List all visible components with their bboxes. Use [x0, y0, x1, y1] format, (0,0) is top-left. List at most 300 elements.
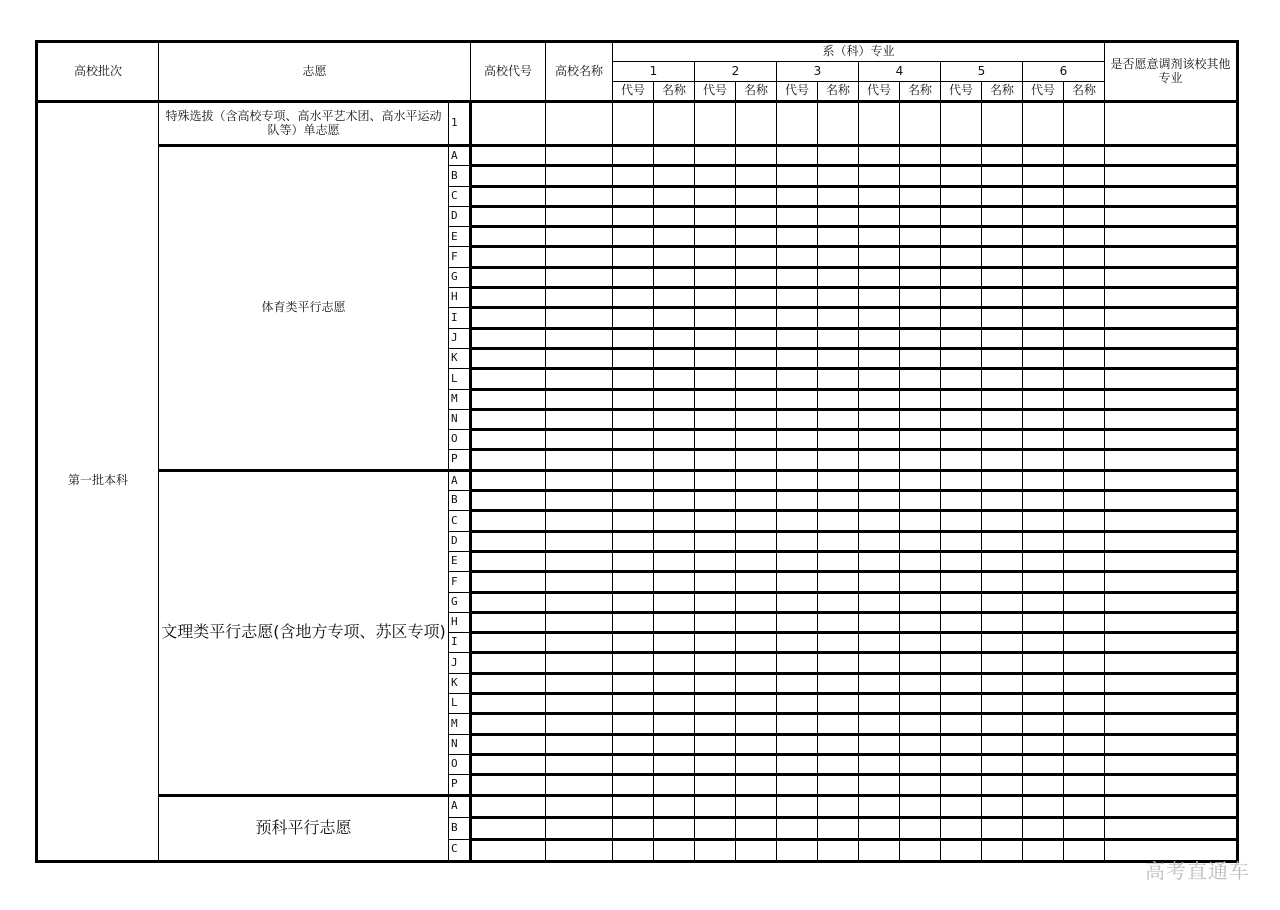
major-code-cell[interactable]	[1023, 430, 1064, 450]
major-code-cell[interactable]	[777, 430, 818, 450]
major-name-cell[interactable]	[654, 430, 695, 450]
major-code-cell[interactable]	[777, 592, 818, 612]
major-name-cell[interactable]	[654, 186, 695, 206]
major-code-cell[interactable]	[777, 754, 818, 774]
major-name-cell[interactable]	[982, 817, 1023, 839]
major-code-cell[interactable]	[941, 102, 982, 146]
major-name-cell[interactable]	[982, 592, 1023, 612]
major-name-cell[interactable]	[982, 673, 1023, 693]
major-name-cell[interactable]	[818, 348, 859, 368]
major-name-cell[interactable]	[818, 612, 859, 632]
major-name-cell[interactable]	[818, 673, 859, 693]
school-name-cell[interactable]	[546, 288, 613, 308]
major-code-cell[interactable]	[777, 102, 818, 146]
major-name-cell[interactable]	[1064, 409, 1105, 429]
school-code-cell[interactable]	[471, 775, 546, 795]
major-name-cell[interactable]	[736, 146, 777, 166]
adjust-cell[interactable]	[1105, 369, 1238, 389]
major-code-cell[interactable]	[695, 470, 736, 490]
adjust-cell[interactable]	[1105, 633, 1238, 653]
major-code-cell[interactable]	[941, 839, 982, 861]
major-code-cell[interactable]	[695, 592, 736, 612]
school-name-cell[interactable]	[546, 714, 613, 734]
major-name-cell[interactable]	[736, 531, 777, 551]
major-code-cell[interactable]	[613, 673, 654, 693]
major-code-cell[interactable]	[859, 592, 900, 612]
adjust-cell[interactable]	[1105, 102, 1238, 146]
major-code-cell[interactable]	[859, 511, 900, 531]
major-code-cell[interactable]	[941, 754, 982, 774]
school-code-cell[interactable]	[471, 612, 546, 632]
major-name-cell[interactable]	[818, 633, 859, 653]
major-name-cell[interactable]	[736, 186, 777, 206]
school-code-cell[interactable]	[471, 653, 546, 673]
major-code-cell[interactable]	[859, 409, 900, 429]
major-code-cell[interactable]	[1023, 673, 1064, 693]
major-code-cell[interactable]	[695, 795, 736, 817]
major-code-cell[interactable]	[695, 206, 736, 226]
major-name-cell[interactable]	[736, 817, 777, 839]
adjust-cell[interactable]	[1105, 389, 1238, 409]
major-code-cell[interactable]	[777, 166, 818, 186]
major-code-cell[interactable]	[859, 348, 900, 368]
major-name-cell[interactable]	[982, 491, 1023, 511]
major-code-cell[interactable]	[941, 328, 982, 348]
major-name-cell[interactable]	[654, 166, 695, 186]
adjust-cell[interactable]	[1105, 227, 1238, 247]
major-code-cell[interactable]	[613, 206, 654, 226]
adjust-cell[interactable]	[1105, 694, 1238, 714]
adjust-cell[interactable]	[1105, 817, 1238, 839]
major-code-cell[interactable]	[695, 633, 736, 653]
major-code-cell[interactable]	[777, 227, 818, 247]
major-name-cell[interactable]	[982, 653, 1023, 673]
major-name-cell[interactable]	[654, 369, 695, 389]
major-code-cell[interactable]	[613, 531, 654, 551]
major-name-cell[interactable]	[654, 308, 695, 328]
adjust-cell[interactable]	[1105, 206, 1238, 226]
school-name-cell[interactable]	[546, 754, 613, 774]
major-code-cell[interactable]	[613, 754, 654, 774]
school-code-cell[interactable]	[471, 146, 546, 166]
major-name-cell[interactable]	[982, 430, 1023, 450]
school-name-cell[interactable]	[546, 775, 613, 795]
major-name-cell[interactable]	[982, 754, 1023, 774]
major-code-cell[interactable]	[777, 470, 818, 490]
major-name-cell[interactable]	[982, 102, 1023, 146]
major-code-cell[interactable]	[695, 102, 736, 146]
major-code-cell[interactable]	[859, 430, 900, 450]
major-code-cell[interactable]	[859, 328, 900, 348]
major-name-cell[interactable]	[654, 673, 695, 693]
major-code-cell[interactable]	[777, 389, 818, 409]
major-code-cell[interactable]	[941, 227, 982, 247]
major-code-cell[interactable]	[1023, 694, 1064, 714]
school-code-cell[interactable]	[471, 227, 546, 247]
major-code-cell[interactable]	[1023, 146, 1064, 166]
major-name-cell[interactable]	[982, 267, 1023, 287]
major-name-cell[interactable]	[654, 146, 695, 166]
major-code-cell[interactable]	[1023, 714, 1064, 734]
major-code-cell[interactable]	[941, 531, 982, 551]
major-code-cell[interactable]	[777, 551, 818, 571]
major-code-cell[interactable]	[941, 288, 982, 308]
adjust-cell[interactable]	[1105, 511, 1238, 531]
major-code-cell[interactable]	[859, 450, 900, 470]
major-name-cell[interactable]	[736, 166, 777, 186]
major-code-cell[interactable]	[859, 247, 900, 267]
major-code-cell[interactable]	[1023, 612, 1064, 632]
major-name-cell[interactable]	[818, 288, 859, 308]
major-name-cell[interactable]	[982, 206, 1023, 226]
major-name-cell[interactable]	[654, 817, 695, 839]
major-name-cell[interactable]	[900, 572, 941, 592]
major-code-cell[interactable]	[941, 450, 982, 470]
major-code-cell[interactable]	[859, 308, 900, 328]
major-code-cell[interactable]	[859, 694, 900, 714]
major-name-cell[interactable]	[900, 389, 941, 409]
major-code-cell[interactable]	[695, 491, 736, 511]
school-name-cell[interactable]	[546, 511, 613, 531]
major-name-cell[interactable]	[1064, 247, 1105, 267]
major-name-cell[interactable]	[654, 491, 695, 511]
major-name-cell[interactable]	[736, 754, 777, 774]
major-name-cell[interactable]	[736, 288, 777, 308]
major-name-cell[interactable]	[1064, 551, 1105, 571]
major-name-cell[interactable]	[900, 673, 941, 693]
major-code-cell[interactable]	[1023, 450, 1064, 470]
major-name-cell[interactable]	[900, 186, 941, 206]
major-code-cell[interactable]	[777, 694, 818, 714]
major-name-cell[interactable]	[982, 369, 1023, 389]
adjust-cell[interactable]	[1105, 288, 1238, 308]
school-name-cell[interactable]	[546, 673, 613, 693]
adjust-cell[interactable]	[1105, 531, 1238, 551]
major-code-cell[interactable]	[777, 612, 818, 632]
major-name-cell[interactable]	[900, 839, 941, 861]
major-name-cell[interactable]	[900, 348, 941, 368]
major-name-cell[interactable]	[654, 389, 695, 409]
adjust-cell[interactable]	[1105, 308, 1238, 328]
major-code-cell[interactable]	[941, 795, 982, 817]
school-name-cell[interactable]	[546, 430, 613, 450]
school-code-cell[interactable]	[471, 328, 546, 348]
major-name-cell[interactable]	[982, 572, 1023, 592]
major-code-cell[interactable]	[695, 288, 736, 308]
major-code-cell[interactable]	[859, 673, 900, 693]
school-name-cell[interactable]	[546, 551, 613, 571]
major-name-cell[interactable]	[736, 572, 777, 592]
major-name-cell[interactable]	[736, 369, 777, 389]
adjust-cell[interactable]	[1105, 572, 1238, 592]
school-name-cell[interactable]	[546, 146, 613, 166]
major-name-cell[interactable]	[654, 247, 695, 267]
major-name-cell[interactable]	[900, 775, 941, 795]
major-code-cell[interactable]	[859, 612, 900, 632]
major-name-cell[interactable]	[736, 511, 777, 531]
major-code-cell[interactable]	[859, 491, 900, 511]
major-name-cell[interactable]	[1064, 817, 1105, 839]
major-code-cell[interactable]	[777, 267, 818, 287]
school-name-cell[interactable]	[546, 470, 613, 490]
school-code-cell[interactable]	[471, 267, 546, 287]
school-code-cell[interactable]	[471, 430, 546, 450]
major-name-cell[interactable]	[982, 146, 1023, 166]
major-code-cell[interactable]	[1023, 470, 1064, 490]
school-name-cell[interactable]	[546, 795, 613, 817]
major-code-cell[interactable]	[695, 572, 736, 592]
major-code-cell[interactable]	[859, 389, 900, 409]
major-name-cell[interactable]	[736, 694, 777, 714]
major-name-cell[interactable]	[818, 450, 859, 470]
major-code-cell[interactable]	[1023, 734, 1064, 754]
major-name-cell[interactable]	[900, 531, 941, 551]
major-name-cell[interactable]	[1064, 511, 1105, 531]
major-name-cell[interactable]	[900, 328, 941, 348]
major-code-cell[interactable]	[695, 186, 736, 206]
adjust-cell[interactable]	[1105, 348, 1238, 368]
school-code-cell[interactable]	[471, 308, 546, 328]
major-name-cell[interactable]	[818, 531, 859, 551]
major-code-cell[interactable]	[613, 612, 654, 632]
school-name-cell[interactable]	[546, 612, 613, 632]
major-code-cell[interactable]	[695, 450, 736, 470]
major-name-cell[interactable]	[982, 166, 1023, 186]
major-name-cell[interactable]	[818, 653, 859, 673]
major-name-cell[interactable]	[900, 694, 941, 714]
major-name-cell[interactable]	[900, 369, 941, 389]
major-code-cell[interactable]	[1023, 775, 1064, 795]
school-code-cell[interactable]	[471, 389, 546, 409]
major-code-cell[interactable]	[695, 511, 736, 531]
school-name-cell[interactable]	[546, 247, 613, 267]
major-name-cell[interactable]	[1064, 308, 1105, 328]
major-code-cell[interactable]	[613, 308, 654, 328]
major-name-cell[interactable]	[900, 511, 941, 531]
major-name-cell[interactable]	[736, 102, 777, 146]
major-name-cell[interactable]	[982, 795, 1023, 817]
major-name-cell[interactable]	[982, 531, 1023, 551]
major-code-cell[interactable]	[859, 227, 900, 247]
school-name-cell[interactable]	[546, 653, 613, 673]
major-name-cell[interactable]	[736, 227, 777, 247]
adjust-cell[interactable]	[1105, 491, 1238, 511]
school-code-cell[interactable]	[471, 754, 546, 774]
major-code-cell[interactable]	[777, 714, 818, 734]
major-name-cell[interactable]	[654, 551, 695, 571]
major-code-cell[interactable]	[1023, 839, 1064, 861]
major-code-cell[interactable]	[777, 186, 818, 206]
major-code-cell[interactable]	[941, 146, 982, 166]
school-name-cell[interactable]	[546, 592, 613, 612]
major-name-cell[interactable]	[818, 389, 859, 409]
major-name-cell[interactable]	[654, 267, 695, 287]
school-code-cell[interactable]	[471, 247, 546, 267]
major-code-cell[interactable]	[613, 491, 654, 511]
major-name-cell[interactable]	[736, 592, 777, 612]
major-name-cell[interactable]	[736, 308, 777, 328]
school-name-cell[interactable]	[546, 186, 613, 206]
major-code-cell[interactable]	[941, 389, 982, 409]
major-name-cell[interactable]	[654, 348, 695, 368]
major-name-cell[interactable]	[1064, 694, 1105, 714]
major-name-cell[interactable]	[1064, 612, 1105, 632]
major-name-cell[interactable]	[1064, 470, 1105, 490]
major-name-cell[interactable]	[982, 227, 1023, 247]
major-name-cell[interactable]	[1064, 839, 1105, 861]
major-name-cell[interactable]	[1064, 328, 1105, 348]
school-name-cell[interactable]	[546, 166, 613, 186]
major-code-cell[interactable]	[777, 511, 818, 531]
major-code-cell[interactable]	[859, 288, 900, 308]
major-code-cell[interactable]	[1023, 551, 1064, 571]
major-code-cell[interactable]	[859, 551, 900, 571]
major-code-cell[interactable]	[613, 817, 654, 839]
adjust-cell[interactable]	[1105, 754, 1238, 774]
major-name-cell[interactable]	[982, 839, 1023, 861]
major-name-cell[interactable]	[736, 206, 777, 226]
school-code-cell[interactable]	[471, 450, 546, 470]
major-code-cell[interactable]	[859, 166, 900, 186]
major-name-cell[interactable]	[654, 328, 695, 348]
major-code-cell[interactable]	[941, 186, 982, 206]
major-name-cell[interactable]	[818, 369, 859, 389]
major-code-cell[interactable]	[777, 775, 818, 795]
school-code-cell[interactable]	[471, 551, 546, 571]
major-name-cell[interactable]	[818, 328, 859, 348]
major-code-cell[interactable]	[859, 653, 900, 673]
adjust-cell[interactable]	[1105, 592, 1238, 612]
adjust-cell[interactable]	[1105, 146, 1238, 166]
major-code-cell[interactable]	[695, 531, 736, 551]
major-code-cell[interactable]	[941, 430, 982, 450]
major-code-cell[interactable]	[1023, 795, 1064, 817]
adjust-cell[interactable]	[1105, 470, 1238, 490]
major-code-cell[interactable]	[777, 206, 818, 226]
major-code-cell[interactable]	[777, 146, 818, 166]
major-code-cell[interactable]	[777, 348, 818, 368]
major-code-cell[interactable]	[941, 348, 982, 368]
major-name-cell[interactable]	[736, 328, 777, 348]
school-name-cell[interactable]	[546, 206, 613, 226]
major-name-cell[interactable]	[1064, 795, 1105, 817]
major-name-cell[interactable]	[654, 572, 695, 592]
school-name-cell[interactable]	[546, 491, 613, 511]
major-code-cell[interactable]	[1023, 633, 1064, 653]
major-code-cell[interactable]	[613, 511, 654, 531]
major-code-cell[interactable]	[695, 653, 736, 673]
major-code-cell[interactable]	[1023, 491, 1064, 511]
major-code-cell[interactable]	[1023, 592, 1064, 612]
major-code-cell[interactable]	[941, 572, 982, 592]
major-code-cell[interactable]	[695, 166, 736, 186]
school-name-cell[interactable]	[546, 694, 613, 714]
major-code-cell[interactable]	[1023, 511, 1064, 531]
major-name-cell[interactable]	[1064, 288, 1105, 308]
major-name-cell[interactable]	[736, 795, 777, 817]
major-code-cell[interactable]	[695, 817, 736, 839]
school-code-cell[interactable]	[471, 511, 546, 531]
major-name-cell[interactable]	[982, 247, 1023, 267]
major-code-cell[interactable]	[613, 146, 654, 166]
major-name-cell[interactable]	[900, 267, 941, 287]
major-name-cell[interactable]	[654, 653, 695, 673]
major-name-cell[interactable]	[818, 186, 859, 206]
major-code-cell[interactable]	[695, 754, 736, 774]
school-name-cell[interactable]	[546, 409, 613, 429]
school-code-cell[interactable]	[471, 633, 546, 653]
major-name-cell[interactable]	[900, 247, 941, 267]
major-name-cell[interactable]	[818, 430, 859, 450]
major-name-cell[interactable]	[982, 714, 1023, 734]
major-code-cell[interactable]	[859, 734, 900, 754]
major-code-cell[interactable]	[1023, 288, 1064, 308]
school-code-cell[interactable]	[471, 491, 546, 511]
school-code-cell[interactable]	[471, 102, 546, 146]
major-code-cell[interactable]	[613, 369, 654, 389]
major-code-cell[interactable]	[695, 694, 736, 714]
major-name-cell[interactable]	[900, 795, 941, 817]
major-code-cell[interactable]	[613, 653, 654, 673]
adjust-cell[interactable]	[1105, 551, 1238, 571]
major-code-cell[interactable]	[695, 308, 736, 328]
major-code-cell[interactable]	[1023, 409, 1064, 429]
major-code-cell[interactable]	[613, 592, 654, 612]
major-code-cell[interactable]	[859, 817, 900, 839]
major-code-cell[interactable]	[1023, 348, 1064, 368]
major-name-cell[interactable]	[818, 102, 859, 146]
adjust-cell[interactable]	[1105, 612, 1238, 632]
major-code-cell[interactable]	[613, 450, 654, 470]
major-code-cell[interactable]	[859, 186, 900, 206]
school-name-cell[interactable]	[546, 450, 613, 470]
major-code-cell[interactable]	[777, 817, 818, 839]
major-code-cell[interactable]	[777, 734, 818, 754]
major-code-cell[interactable]	[613, 551, 654, 571]
major-code-cell[interactable]	[941, 247, 982, 267]
adjust-cell[interactable]	[1105, 775, 1238, 795]
major-code-cell[interactable]	[695, 839, 736, 861]
major-code-cell[interactable]	[777, 633, 818, 653]
major-name-cell[interactable]	[818, 308, 859, 328]
major-code-cell[interactable]	[941, 775, 982, 795]
major-name-cell[interactable]	[736, 247, 777, 267]
major-code-cell[interactable]	[1023, 227, 1064, 247]
school-name-cell[interactable]	[546, 572, 613, 592]
major-name-cell[interactable]	[818, 795, 859, 817]
major-name-cell[interactable]	[1064, 206, 1105, 226]
major-name-cell[interactable]	[900, 754, 941, 774]
school-code-cell[interactable]	[471, 572, 546, 592]
major-name-cell[interactable]	[818, 206, 859, 226]
major-code-cell[interactable]	[1023, 369, 1064, 389]
major-name-cell[interactable]	[982, 511, 1023, 531]
major-code-cell[interactable]	[859, 267, 900, 287]
major-code-cell[interactable]	[859, 470, 900, 490]
major-name-cell[interactable]	[1064, 227, 1105, 247]
school-code-cell[interactable]	[471, 409, 546, 429]
major-code-cell[interactable]	[941, 673, 982, 693]
adjust-cell[interactable]	[1105, 430, 1238, 450]
adjust-cell[interactable]	[1105, 267, 1238, 287]
major-code-cell[interactable]	[695, 714, 736, 734]
major-name-cell[interactable]	[736, 714, 777, 734]
school-code-cell[interactable]	[471, 531, 546, 551]
major-code-cell[interactable]	[941, 653, 982, 673]
major-name-cell[interactable]	[982, 308, 1023, 328]
major-code-cell[interactable]	[613, 714, 654, 734]
major-name-cell[interactable]	[1064, 166, 1105, 186]
